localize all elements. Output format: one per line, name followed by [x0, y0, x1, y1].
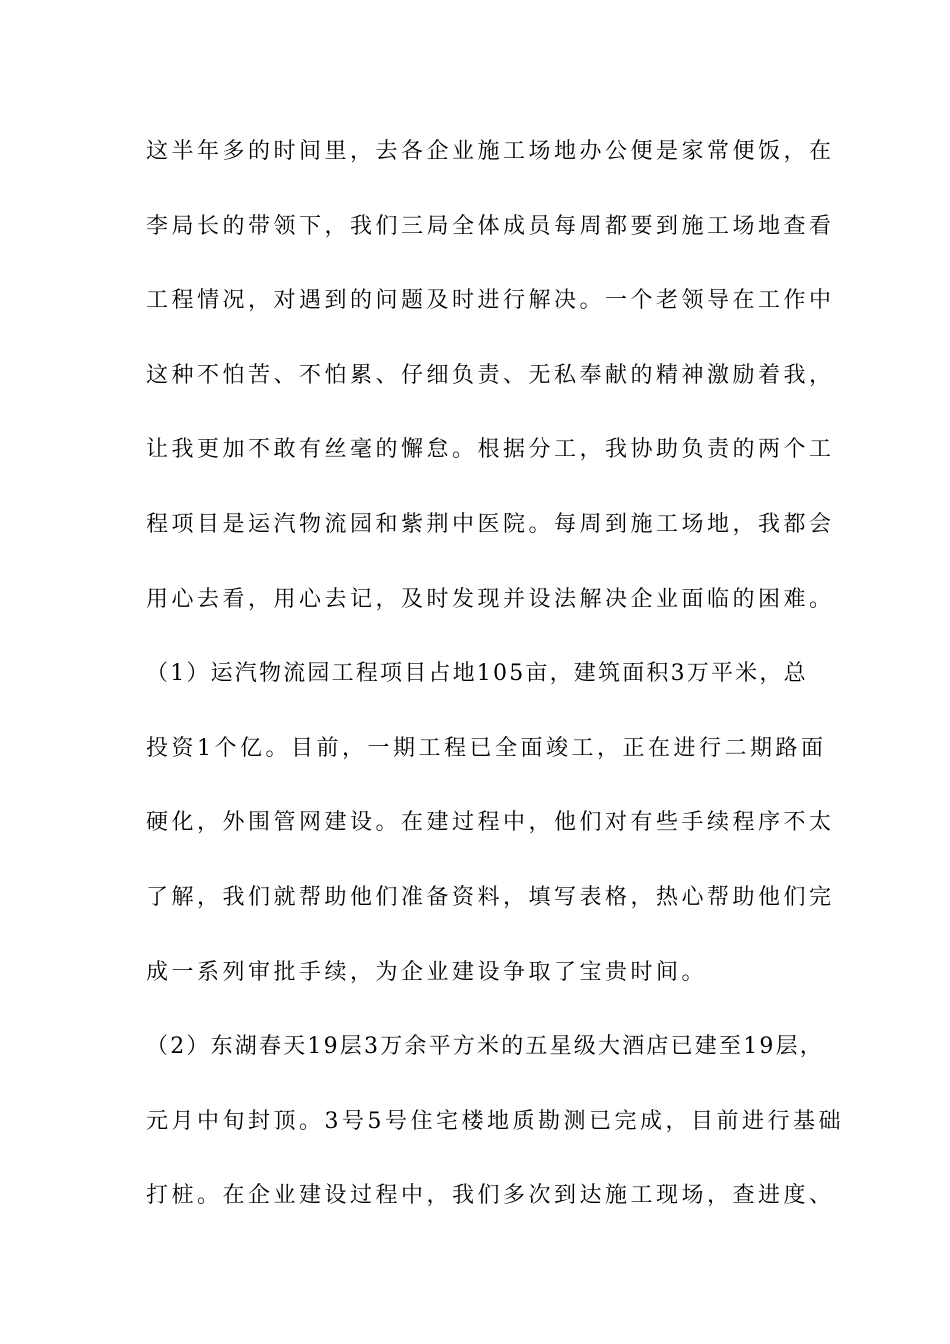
text-line: 投资1个亿。目前，一期工程已全面竣工，正在进行二期路面	[146, 735, 827, 761]
text-line: 打桩。在企业建设过程中，我们多次到达施工现场，查进度、	[146, 1183, 835, 1209]
text-line: 元月中旬封顶。3号5号住宅楼地质勘测已完成，目前进行基础	[146, 1108, 844, 1134]
text-line: （2）东湖春天19层3万余平方米的五星级大酒店已建至19层，	[146, 1034, 824, 1060]
text-line: 用心去看，用心去记，及时发现并设法解决企业面临的困难。	[146, 586, 835, 612]
text-line: 了解，我们就帮助他们准备资料，填写表格，热心帮助他们完	[146, 884, 835, 910]
text-line: 这半年多的时间里，去各企业施工场地办公便是家常便饭，在	[146, 139, 835, 164]
text-line: 成一系列审批手续，为企业建设争取了宝贵时间。	[146, 959, 708, 985]
text-line: 这种不怕苦、不怕累、仔细负责、无私奉献的精神激励着我，	[146, 362, 835, 388]
text-line: 让我更加不敢有丝毫的懈怠。根据分工，我协助负责的两个工	[146, 437, 835, 463]
text-line: 硬化，外围管网建设。在建过程中，他们对有些手续程序不太	[146, 810, 835, 836]
text-line: （1）运汽物流园工程项目占地105亩，建筑面积3万平米，总	[146, 661, 808, 687]
text-line: 李局长的带领下，我们三局全体成员每周都要到施工场地查看	[146, 213, 835, 239]
text-line: 程项目是运汽物流园和紫荆中医院。每周到施工场地，我都会	[146, 511, 835, 537]
body-text	[146, 130, 844, 1249]
text-line: 工程情况，对遇到的问题及时进行解决。一个老领导在工作中	[146, 288, 835, 314]
